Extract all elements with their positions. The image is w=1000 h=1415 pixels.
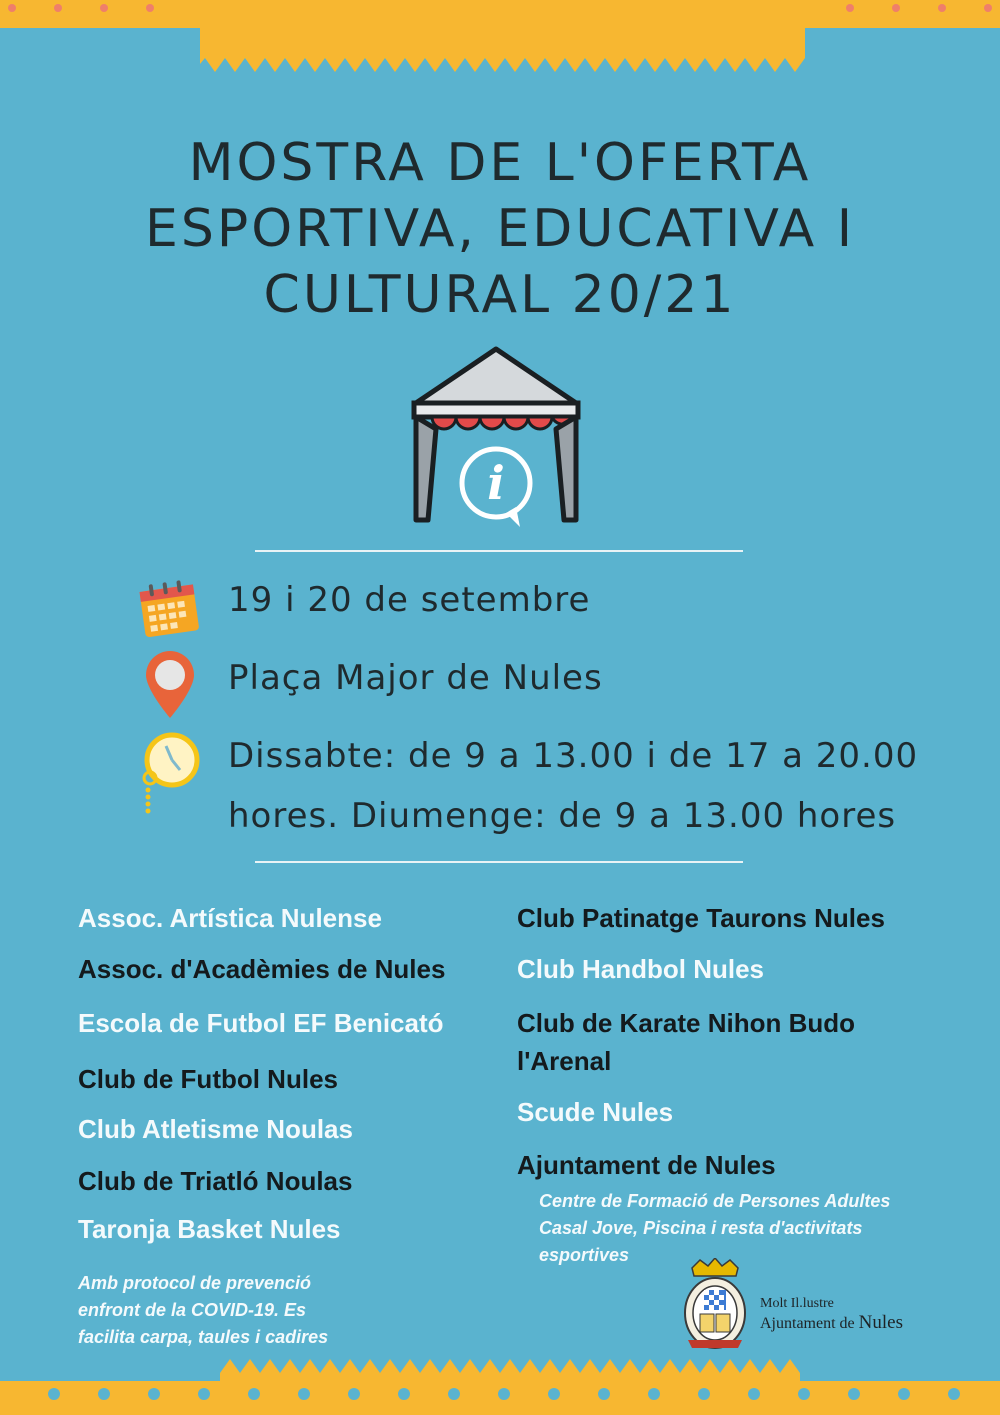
participant-right-3-cont: l'Arenal — [517, 1046, 612, 1076]
ajuntament-services — [539, 1188, 890, 1269]
participant-right-4: Scude Nules — [517, 1097, 674, 1127]
crest-line-1: Molt Il.lustre — [760, 1296, 834, 1311]
participant-left-3: Escola de Futbol EF Benicató — [78, 1008, 444, 1038]
map-pin-icon — [142, 648, 198, 720]
title-line-2: ESPORTIVA, EDUCATIVA I — [144, 199, 856, 259]
poster-title — [60, 130, 940, 328]
participant-right-1: Club Patinatge Taurons Nules — [517, 903, 885, 933]
event-dates: 19 i 20 de setembre — [228, 580, 591, 620]
pocket-watch-icon — [136, 730, 202, 820]
crest-line-2 — [760, 1312, 903, 1335]
event-place: Plaça Major de Nules — [228, 658, 603, 698]
divider-bottom — [255, 861, 743, 863]
title-line-3: CULTURAL 20/21 — [263, 265, 737, 325]
svg-text:i: i — [487, 456, 505, 510]
participant-left-6: Club de Triatló Noulas — [78, 1166, 353, 1196]
covid-note-line-3: facilita carpa, taules i cadires — [78, 1327, 329, 1347]
crest-line-2-prefix: Ajuntament de — [760, 1315, 859, 1332]
info-tent-icon — [410, 345, 582, 530]
event-hours-line-1: Dissabte: de 9 a 13.00 i de 17 a 20.00 — [228, 736, 919, 776]
event-hours — [228, 726, 918, 846]
participant-right-5: Ajuntament de Nules — [517, 1150, 776, 1180]
participant-left-5: Club Atletisme Noulas — [78, 1114, 353, 1144]
title-line-1: MOSTRA DE L'OFERTA — [188, 133, 812, 193]
participant-left-4: Club de Futbol Nules — [78, 1064, 338, 1094]
ajuntament-services-line-1: Centre de Formació de Persones Adultes — [539, 1191, 891, 1211]
ajuntament-services-line-3: esportives — [539, 1245, 630, 1265]
participant-left-2: Assoc. d'Acadèmies de Nules — [78, 954, 446, 984]
nules-coat-of-arms — [680, 1258, 750, 1350]
divider-top — [255, 550, 743, 552]
covid-note-line-2: enfront de la COVID-19. Es — [78, 1300, 307, 1320]
calendar-icon — [136, 576, 202, 640]
ajuntament-services-line-2: Casal Jove, Piscina i resta d'activitats — [539, 1218, 863, 1238]
bottom-banner-decoration — [0, 1345, 1000, 1415]
covid-note-line-1: Amb protocol de prevenció — [78, 1273, 312, 1293]
event-hours-line-2: hores. Diumenge: de 9 a 13.00 hores — [228, 796, 897, 836]
participant-right-3: Club de Karate Nihon Budo — [517, 1008, 855, 1038]
participant-right-2: Club Handbol Nules — [517, 954, 764, 984]
participant-left-7: Taronja Basket Nules — [78, 1214, 341, 1244]
participant-left-1: Assoc. Artística Nulense — [78, 903, 382, 933]
crest-label — [760, 1296, 903, 1335]
crest-line-2-name: Nules — [858, 1312, 903, 1333]
covid-note — [78, 1270, 328, 1351]
top-banner-decoration — [0, 0, 1000, 80]
